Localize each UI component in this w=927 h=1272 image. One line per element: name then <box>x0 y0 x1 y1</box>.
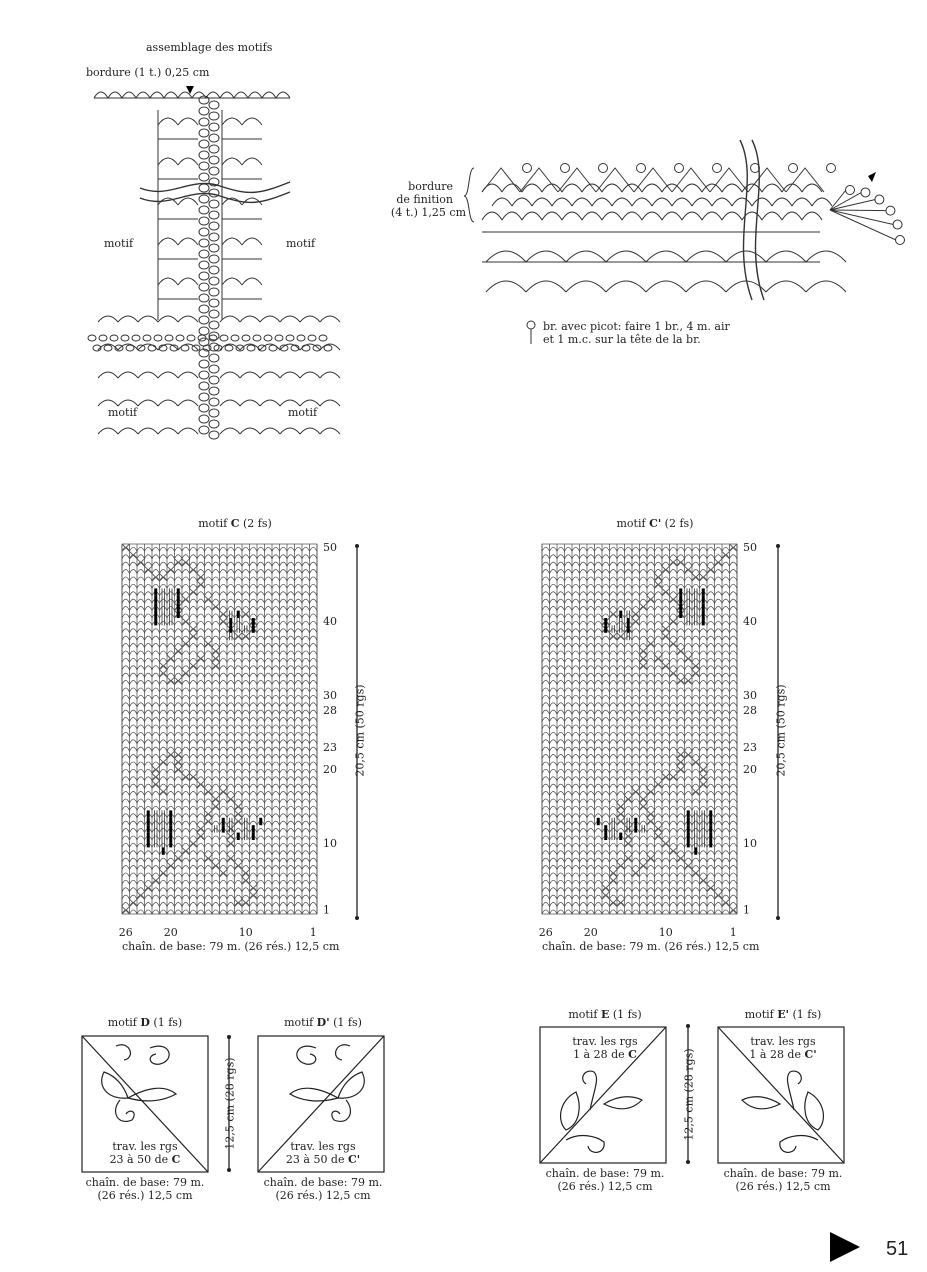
motif-d2-inner-2: 23 à 50 de C' <box>285 1153 361 1166</box>
finishing-border-label-3: (4 t.) 1,25 cm <box>390 206 466 219</box>
motif-d2-base-1: chaîn. de base: 79 m. <box>263 1176 383 1189</box>
chart_c2-row-label: 30 <box>743 689 757 702</box>
chart_c2-row-label: 1 <box>743 903 750 917</box>
motif-d-leaf-scroll <box>102 1045 176 1122</box>
motif-label-tr: motif <box>286 237 316 250</box>
chart-c-base: chaîn. de base: 79 m. (26 rés.) 12,5 cm <box>122 940 340 953</box>
chart-c2-title: motif C' (2 fs) <box>616 517 694 530</box>
motif-e2-inner-2: 1 à 28 de C' <box>749 1048 817 1061</box>
chart_c-row-label: 30 <box>323 689 337 702</box>
chart_c2-col-label: 20 <box>583 926 598 939</box>
motif-label-tl: motif <box>104 237 134 250</box>
motif-e-base-2: (26 rés.) 12,5 cm <box>557 1180 653 1193</box>
motif-d-base-1: chaîn. de base: 79 m. <box>85 1176 205 1189</box>
chart_c2-row-label: 28 <box>743 703 757 717</box>
chart_c-row-label: 28 <box>323 703 337 717</box>
chart_c2-col-label: 26 <box>538 926 553 939</box>
motif-e2-base-1: chaîn. de base: 79 m. <box>723 1167 843 1180</box>
legend-line-2: et 1 m.c. sur la tête de la br. <box>543 333 701 346</box>
motif-d2-title: motif D' (1 fs) <box>284 1016 362 1029</box>
motif-d-inner-2: 23 à 50 de C <box>109 1153 181 1166</box>
motif-label-bl: motif <box>108 406 138 419</box>
chart_c-row-label: 50 <box>323 541 337 554</box>
legend-line-1: br. avec picot: faire 1 br., 4 m. air <box>543 320 730 333</box>
chart_c2-col-label: 1 <box>729 926 737 939</box>
chart-c2-base: chaîn. de base: 79 m. (26 rés.) 12,5 cm <box>542 940 760 953</box>
motif-label-br: motif <box>288 406 318 419</box>
motif-e-leaf-scroll <box>561 1071 642 1152</box>
assembly-border-label: bordure (1 t.) 0,25 cm <box>86 66 210 79</box>
motif-d2-leaf-scroll <box>290 1045 364 1122</box>
chart_c2-col-label: 10 <box>658 926 673 939</box>
motif-e2-inner-1: trav. les rgs <box>750 1035 816 1048</box>
chart_c-col-label: 20 <box>163 926 178 939</box>
motif-e2-title: motif E' (1 fs) <box>744 1008 822 1021</box>
chart_c-col-label: 26 <box>118 926 133 939</box>
motif-e2-diagonal <box>718 1027 844 1163</box>
motif-e-diagonal <box>540 1027 666 1163</box>
chart_c-row-label: 10 <box>323 837 337 850</box>
chart_c2-row-label: 40 <box>743 615 757 628</box>
assembly-title: assemblage des motifs <box>146 41 273 54</box>
motif-e2-leaf-scroll <box>742 1071 823 1152</box>
chart_c-row-label: 23 <box>323 740 337 754</box>
chart-c-height: 20,5 cm (50 rgs) <box>353 684 367 777</box>
chart-c2-height: 20,5 cm (50 rgs) <box>774 684 788 777</box>
motif-d-diagonal <box>82 1036 208 1172</box>
motif-d2-inner-1: trav. les rgs <box>290 1140 356 1153</box>
motif-e-inner-2: 1 à 28 de C <box>573 1048 637 1061</box>
motif-d-inner-1: trav. les rgs <box>112 1140 178 1153</box>
motif-d2-base-2: (26 rés.) 12,5 cm <box>275 1189 371 1202</box>
chart_c2-row-label: 20 <box>743 763 757 776</box>
chart_c-row-label: 40 <box>323 615 337 628</box>
motif-d-title: motif D (1 fs) <box>107 1016 183 1029</box>
chart-c-title: motif C (2 fs) <box>198 517 272 530</box>
motif-e-inner-1: trav. les rgs <box>572 1035 638 1048</box>
motif-e-title: motif E (1 fs) <box>568 1008 642 1021</box>
motif-e-base-1: chaîn. de base: 79 m. <box>545 1167 665 1180</box>
motif-d2-diagonal <box>258 1036 384 1172</box>
motif-d-base-2: (26 rés.) 12,5 cm <box>97 1189 193 1202</box>
triangle-right-icon <box>830 1232 860 1262</box>
page-number: 51 <box>886 1238 909 1260</box>
chart_c2-row-label: 23 <box>743 740 757 754</box>
finishing-border-label-2: de finition <box>396 193 453 206</box>
motif-e2-base-2: (26 rés.) 12,5 cm <box>735 1180 831 1193</box>
chart_c-row-label: 20 <box>323 763 337 776</box>
chart_c-col-label: 10 <box>238 926 253 939</box>
finishing-border-label-1: bordure <box>408 180 453 193</box>
chart_c2-row-label: 10 <box>743 837 757 850</box>
chart_c-row-label: 1 <box>323 903 330 917</box>
e-height-label: 12,5 cm (28 rgs) <box>682 1048 696 1141</box>
chart_c-col-label: 1 <box>309 926 317 939</box>
chart_c2-row-label: 50 <box>743 541 757 554</box>
de-height-label: 12,5 cm (28 rgs) <box>223 1057 237 1150</box>
